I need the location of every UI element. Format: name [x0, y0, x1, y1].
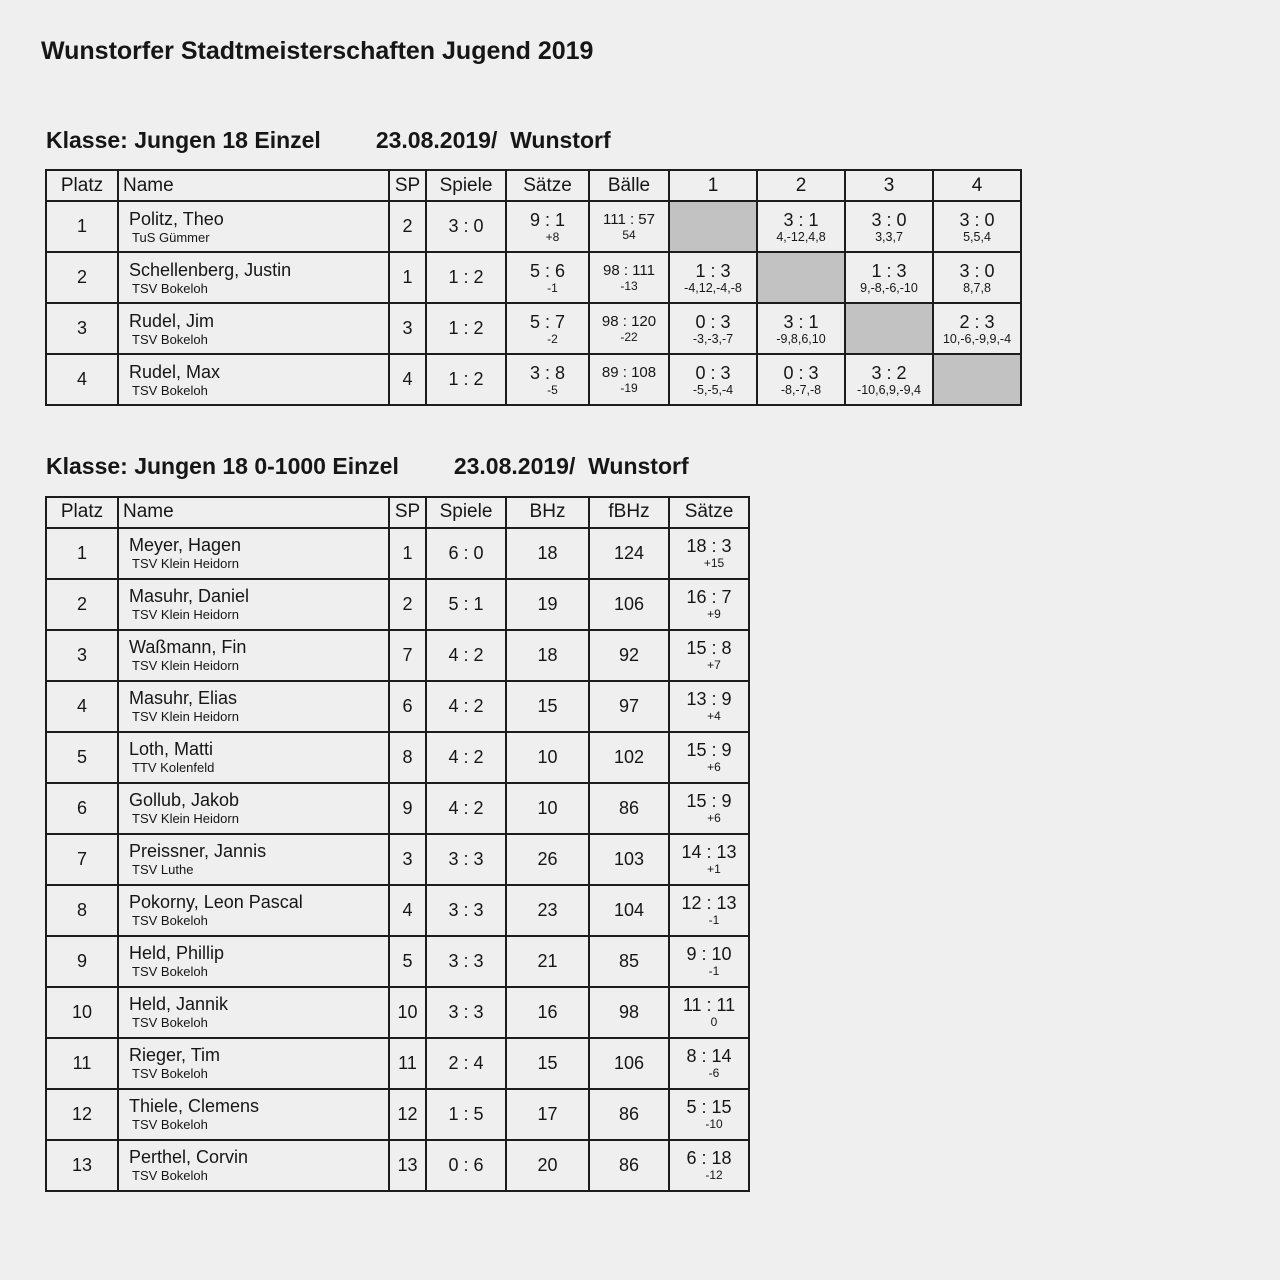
spiele-cell: 3 : 0 — [426, 201, 506, 252]
fbhz-cell: 106 — [589, 579, 669, 630]
table1-row — [46, 354, 1021, 405]
platz-cell: 4 — [46, 354, 118, 405]
spiele-cell: 3 : 3 — [426, 936, 506, 987]
table2-row — [46, 1038, 749, 1089]
saetze-score: 5 : 6 — [529, 260, 566, 281]
name-cell — [118, 783, 389, 834]
player-name: Perthel, Corvin — [129, 1147, 249, 1168]
match-score: 0 : 3 — [695, 362, 731, 383]
column-header-sp: SP — [389, 170, 426, 201]
player-name: Preissner, Jannis — [129, 841, 267, 862]
fbhz-cell: 86 — [589, 1140, 669, 1191]
baelle-cell — [589, 354, 669, 405]
player-club: TSV Bokeloh — [132, 1117, 208, 1133]
match-points: -10,6,9,-9,4 — [857, 382, 921, 397]
sp-cell: 10 — [389, 987, 426, 1038]
bhz-cell: 16 — [506, 987, 589, 1038]
saetze-diff: -2 — [547, 331, 558, 346]
player-name: Waßmann, Fin — [129, 637, 247, 658]
column-header-fbhz: fBHz — [589, 497, 669, 528]
column-header-opponent-4: 4 — [933, 170, 1021, 201]
bhz-cell: 18 — [506, 630, 589, 681]
bhz-cell: 19 — [506, 579, 589, 630]
saetze-score: 8 : 14 — [686, 1046, 732, 1067]
platz-cell: 2 — [46, 252, 118, 303]
name-cell — [118, 1140, 389, 1191]
column-header-saetze: Sätze — [506, 170, 589, 201]
name-cell — [118, 528, 389, 579]
table2-row — [46, 783, 749, 834]
name-cell — [118, 936, 389, 987]
saetze-cell — [506, 303, 589, 354]
sp-cell: 6 — [389, 681, 426, 732]
sp-cell: 2 — [389, 579, 426, 630]
name-cell — [118, 885, 389, 936]
match-points: 5,5,4 — [963, 229, 991, 244]
match-score: 3 : 0 — [871, 209, 907, 230]
saetze-cell — [669, 1140, 749, 1191]
table2-row — [46, 885, 749, 936]
table1-row — [46, 252, 1021, 303]
player-club: TSV Klein Heidorn — [132, 607, 239, 623]
match-result-cell — [845, 252, 933, 303]
spiele-cell: 5 : 1 — [426, 579, 506, 630]
fbhz-cell: 124 — [589, 528, 669, 579]
document-title: Wunstorfer Stadtmeisterschaften Jugend 2019 — [41, 37, 594, 65]
column-header-opponent-2: 2 — [757, 170, 845, 201]
bhz-cell: 10 — [506, 732, 589, 783]
player-club: TSV Bokeloh — [132, 964, 208, 980]
player-name: Masuhr, Elias — [129, 688, 238, 709]
diagonal-cell — [845, 303, 933, 354]
platz-cell: 7 — [46, 834, 118, 885]
sp-cell: 8 — [389, 732, 426, 783]
player-club: TSV Klein Heidorn — [132, 658, 239, 674]
fbhz-cell: 104 — [589, 885, 669, 936]
saetze-score: 5 : 7 — [529, 311, 566, 332]
platz-cell: 11 — [46, 1038, 118, 1089]
platz-cell: 3 — [46, 630, 118, 681]
match-score: 3 : 0 — [959, 260, 995, 281]
player-name: Loth, Matti — [129, 739, 214, 760]
diagonal-cell — [933, 354, 1021, 405]
column-header-baelle: Bälle — [589, 170, 669, 201]
saetze-score: 15 : 9 — [686, 740, 732, 761]
spiele-cell: 1 : 5 — [426, 1089, 506, 1140]
saetze-diff: -5 — [547, 382, 558, 397]
saetze-cell — [669, 987, 749, 1038]
player-name: Schellenberg, Justin — [129, 259, 292, 280]
saetze-diff: -1 — [547, 280, 558, 295]
saetze-diff: +4 — [707, 709, 721, 724]
spiele-cell: 1 : 2 — [426, 303, 506, 354]
platz-cell: 8 — [46, 885, 118, 936]
saetze-score: 6 : 18 — [686, 1148, 732, 1169]
platz-cell: 1 — [46, 201, 118, 252]
saetze-diff: +8 — [545, 229, 560, 244]
table2-row — [46, 630, 749, 681]
bhz-cell: 15 — [506, 681, 589, 732]
saetze-diff: -12 — [705, 1168, 723, 1183]
spiele-cell: 1 : 2 — [426, 354, 506, 405]
baelle-diff: 54 — [622, 228, 636, 243]
column-header-spiele: Spiele — [426, 497, 506, 528]
baelle-diff: -22 — [620, 330, 638, 345]
player-club: TSV Bokeloh — [132, 280, 208, 296]
match-score: 3 : 1 — [783, 209, 819, 230]
player-club: TSV Bokeloh — [132, 1066, 208, 1082]
table2-row — [46, 936, 749, 987]
platz-cell: 4 — [46, 681, 118, 732]
platz-cell: 2 — [46, 579, 118, 630]
bhz-cell: 15 — [506, 1038, 589, 1089]
match-points: 3,3,7 — [875, 229, 903, 244]
spiele-cell: 4 : 2 — [426, 732, 506, 783]
saetze-diff: -10 — [705, 1117, 723, 1132]
saetze-cell — [669, 783, 749, 834]
table2-class-label: Klasse: Jungen 18 0-1000 Einzel — [46, 453, 399, 480]
fbhz-cell: 92 — [589, 630, 669, 681]
saetze-cell — [669, 1038, 749, 1089]
table1-body — [46, 201, 1021, 405]
baelle-cell — [589, 201, 669, 252]
sp-cell: 11 — [389, 1038, 426, 1089]
match-result-cell — [669, 252, 757, 303]
name-cell — [118, 732, 389, 783]
name-cell — [118, 1089, 389, 1140]
table2-header-row — [46, 497, 749, 528]
saetze-diff: +6 — [707, 811, 721, 826]
player-club: TTV Kolenfeld — [132, 760, 215, 776]
sp-cell: 3 — [389, 834, 426, 885]
fbhz-cell: 86 — [589, 1089, 669, 1140]
player-name: Pokorny, Leon Pascal — [129, 892, 303, 913]
name-cell — [118, 681, 389, 732]
player-name: Rudel, Max — [129, 361, 221, 382]
platz-cell: 3 — [46, 303, 118, 354]
match-points: -8,-7,-8 — [780, 382, 822, 397]
baelle-cell — [589, 252, 669, 303]
saetze-diff: +6 — [707, 760, 721, 775]
match-points: 10,-6,-9,9,-4 — [942, 331, 1012, 346]
column-header-opponent-1: 1 — [669, 170, 757, 201]
match-result-cell — [669, 354, 757, 405]
saetze-cell — [506, 252, 589, 303]
column-header-spiele: Spiele — [426, 170, 506, 201]
player-club: TSV Klein Heidorn — [132, 709, 239, 725]
sp-cell: 13 — [389, 1140, 426, 1191]
player-club: TSV Klein Heidorn — [132, 556, 239, 572]
saetze-score: 9 : 1 — [529, 209, 566, 230]
sp-cell: 7 — [389, 630, 426, 681]
fbhz-cell: 103 — [589, 834, 669, 885]
spiele-cell: 0 : 6 — [426, 1140, 506, 1191]
platz-cell: 12 — [46, 1089, 118, 1140]
fbhz-cell: 86 — [589, 783, 669, 834]
platz-cell: 5 — [46, 732, 118, 783]
table2-row — [46, 1089, 749, 1140]
match-points: 9,-8,-6,-10 — [860, 280, 918, 295]
saetze-cell — [506, 354, 589, 405]
table2-heading — [46, 454, 1280, 478]
player-name: Meyer, Hagen — [129, 535, 242, 556]
player-club: TSV Bokeloh — [132, 913, 208, 929]
player-name: Rudel, Jim — [129, 310, 215, 331]
baelle-score: 89 : 108 — [601, 364, 657, 382]
player-name: Politz, Theo — [129, 208, 224, 229]
bhz-cell: 23 — [506, 885, 589, 936]
match-result-cell — [669, 303, 757, 354]
player-club: TSV Bokeloh — [132, 1015, 208, 1031]
table1-row — [46, 303, 1021, 354]
match-result-cell — [845, 354, 933, 405]
column-header-platz: Platz — [46, 497, 118, 528]
match-score: 3 : 0 — [959, 209, 995, 230]
player-club: TSV Bokeloh — [132, 382, 208, 398]
match-points: 8,7,8 — [963, 280, 991, 295]
sp-cell: 4 — [389, 354, 426, 405]
match-points: -9,8,6,10 — [776, 331, 826, 346]
saetze-score: 9 : 10 — [686, 944, 732, 965]
saetze-cell — [669, 936, 749, 987]
baelle-score: 98 : 120 — [601, 313, 657, 331]
platz-cell: 1 — [46, 528, 118, 579]
baelle-score: 98 : 111 — [603, 262, 655, 280]
match-result-cell — [933, 201, 1021, 252]
match-result-cell — [757, 354, 845, 405]
spiele-cell: 3 : 3 — [426, 987, 506, 1038]
platz-cell: 6 — [46, 783, 118, 834]
platz-cell: 9 — [46, 936, 118, 987]
saetze-score: 13 : 9 — [686, 689, 732, 710]
diagonal-cell — [669, 201, 757, 252]
sp-cell: 5 — [389, 936, 426, 987]
match-result-cell — [757, 303, 845, 354]
jungen18-0-1000-einzel-table — [45, 496, 750, 1192]
column-header-opponent-3: 3 — [845, 170, 933, 201]
table2-date-location: 23.08.2019/ Wunstorf — [453, 453, 689, 480]
saetze-diff: +1 — [707, 862, 721, 877]
saetze-cell — [669, 579, 749, 630]
name-cell — [118, 987, 389, 1038]
name-cell — [118, 354, 389, 405]
baelle-score: 111 : 57 — [603, 211, 655, 229]
match-score: 0 : 3 — [695, 311, 731, 332]
table1-header-row — [46, 170, 1021, 201]
bhz-cell: 18 — [506, 528, 589, 579]
spiele-cell: 4 : 2 — [426, 681, 506, 732]
saetze-cell — [669, 834, 749, 885]
match-result-cell — [933, 252, 1021, 303]
saetze-score: 3 : 8 — [529, 362, 566, 383]
spiele-cell: 3 : 3 — [426, 834, 506, 885]
name-cell — [118, 303, 389, 354]
player-name: Gollub, Jakob — [129, 790, 240, 811]
saetze-cell — [669, 1089, 749, 1140]
match-score: 1 : 3 — [871, 260, 907, 281]
saetze-diff: -6 — [708, 1066, 720, 1081]
match-score: 2 : 3 — [959, 311, 995, 332]
table2-row — [46, 1140, 749, 1191]
saetze-score: 11 : 11 — [682, 995, 736, 1016]
saetze-cell — [669, 681, 749, 732]
name-cell — [118, 630, 389, 681]
platz-cell: 13 — [46, 1140, 118, 1191]
match-points: -3,-3,-7 — [692, 331, 734, 346]
player-name: Masuhr, Daniel — [129, 586, 250, 607]
fbhz-cell: 98 — [589, 987, 669, 1038]
saetze-score: 18 : 3 — [686, 536, 732, 557]
saetze-score: 14 : 13 — [681, 842, 737, 863]
player-name: Rieger, Tim — [129, 1045, 221, 1066]
table2-body — [46, 528, 749, 1191]
saetze-cell — [669, 528, 749, 579]
column-header-name: Name — [118, 497, 389, 528]
spiele-cell: 1 : 2 — [426, 252, 506, 303]
sp-cell: 1 — [389, 252, 426, 303]
sp-cell: 4 — [389, 885, 426, 936]
column-header-name: Name — [118, 170, 389, 201]
match-score: 3 : 2 — [871, 362, 907, 383]
saetze-cell — [669, 732, 749, 783]
column-header-platz: Platz — [46, 170, 118, 201]
fbhz-cell: 106 — [589, 1038, 669, 1089]
name-cell — [118, 201, 389, 252]
match-result-cell — [757, 201, 845, 252]
diagonal-cell — [757, 252, 845, 303]
bhz-cell: 21 — [506, 936, 589, 987]
spiele-cell: 2 : 4 — [426, 1038, 506, 1089]
player-club: TuS Gümmer — [132, 229, 210, 245]
baelle-cell — [589, 303, 669, 354]
player-club: TSV Bokeloh — [132, 1168, 208, 1184]
saetze-diff: +9 — [707, 607, 721, 622]
match-points: 4,-12,4,8 — [776, 229, 826, 244]
spiele-cell: 3 : 3 — [426, 885, 506, 936]
match-score: 3 : 1 — [783, 311, 819, 332]
saetze-diff: -1 — [708, 913, 720, 928]
saetze-diff: 0 — [710, 1015, 718, 1030]
spiele-cell: 4 : 2 — [426, 783, 506, 834]
column-header-saetze: Sätze — [669, 497, 749, 528]
table2-row — [46, 579, 749, 630]
match-score: 1 : 3 — [695, 260, 731, 281]
saetze-score: 12 : 13 — [681, 893, 737, 914]
saetze-diff: +7 — [707, 658, 721, 673]
table2-row — [46, 732, 749, 783]
player-club: TSV Bokeloh — [132, 331, 208, 347]
match-result-cell — [845, 201, 933, 252]
match-score: 0 : 3 — [783, 362, 819, 383]
fbhz-cell: 97 — [589, 681, 669, 732]
bhz-cell: 26 — [506, 834, 589, 885]
fbhz-cell: 85 — [589, 936, 669, 987]
match-points: -5,-5,-4 — [692, 382, 734, 397]
table1-row — [46, 201, 1021, 252]
column-header-bhz: BHz — [506, 497, 589, 528]
baelle-diff: -19 — [620, 381, 638, 396]
name-cell — [118, 252, 389, 303]
sp-cell: 9 — [389, 783, 426, 834]
column-header-sp: SP — [389, 497, 426, 528]
match-result-cell — [933, 303, 1021, 354]
player-club: TSV Luthe — [132, 862, 194, 878]
saetze-score: 15 : 8 — [686, 638, 732, 659]
saetze-score: 5 : 15 — [686, 1097, 732, 1118]
bhz-cell: 20 — [506, 1140, 589, 1191]
table1-date-location: 23.08.2019/ Wunstorf — [375, 127, 611, 154]
saetze-diff: +15 — [703, 556, 725, 571]
sp-cell: 2 — [389, 201, 426, 252]
sp-cell: 12 — [389, 1089, 426, 1140]
fbhz-cell: 102 — [589, 732, 669, 783]
player-name: Held, Jannik — [129, 994, 229, 1015]
table2-row — [46, 528, 749, 579]
sp-cell: 3 — [389, 303, 426, 354]
player-name: Thiele, Clemens — [129, 1096, 260, 1117]
player-name: Held, Phillip — [129, 943, 225, 964]
bhz-cell: 17 — [506, 1089, 589, 1140]
platz-cell: 10 — [46, 987, 118, 1038]
table2-row — [46, 834, 749, 885]
table1-class-label: Klasse: Jungen 18 Einzel — [46, 127, 321, 154]
player-club: TSV Klein Heidorn — [132, 811, 239, 827]
saetze-cell — [506, 201, 589, 252]
name-cell — [118, 1038, 389, 1089]
saetze-score: 16 : 7 — [686, 587, 732, 608]
sp-cell: 1 — [389, 528, 426, 579]
jungen18-einzel-table — [45, 169, 1022, 406]
saetze-score: 15 : 9 — [686, 791, 732, 812]
baelle-diff: -13 — [620, 279, 638, 294]
table2-row — [46, 681, 749, 732]
spiele-cell: 6 : 0 — [426, 528, 506, 579]
bhz-cell: 10 — [506, 783, 589, 834]
name-cell — [118, 579, 389, 630]
saetze-cell — [669, 630, 749, 681]
table2-row — [46, 987, 749, 1038]
saetze-diff: -1 — [708, 964, 720, 979]
saetze-cell — [669, 885, 749, 936]
name-cell — [118, 834, 389, 885]
table1-heading — [46, 128, 1280, 152]
spiele-cell: 4 : 2 — [426, 630, 506, 681]
match-points: -4,12,-4,-8 — [684, 280, 742, 295]
